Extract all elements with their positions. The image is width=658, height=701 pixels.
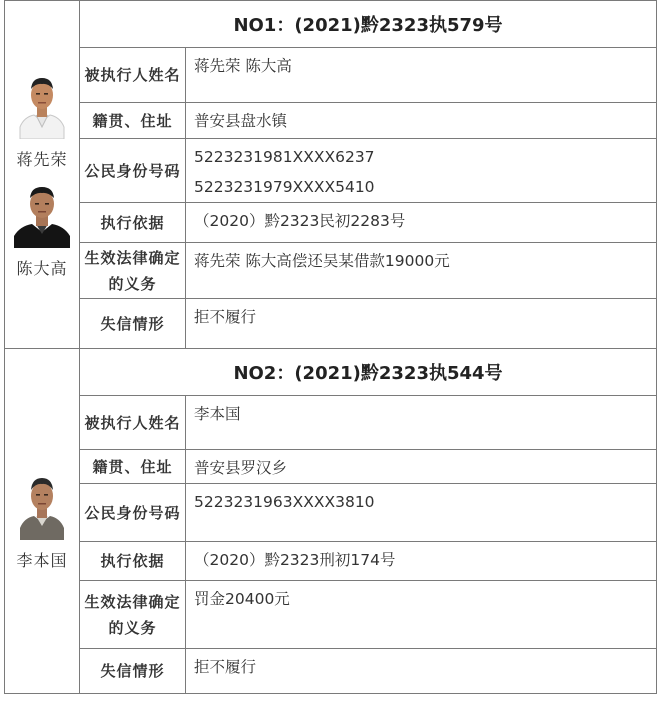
portrait-photo-2 (12, 176, 72, 248)
person-name-3: 李本国 (16, 550, 68, 570)
value-obligation: 蒋先荣 陈大高偿还吴某借款19000元 (186, 243, 657, 299)
label-basis: 执行依据 (80, 203, 186, 243)
label-id: 公民身份号码 (80, 139, 186, 203)
value-basis: （2020）黔2323刑初174号 (186, 542, 657, 581)
portrait-photo-1 (18, 65, 66, 139)
value-name: 蒋先荣 陈大高 (186, 48, 657, 103)
record-title-1: NO1：(2021)黔2323执579号 (80, 1, 657, 48)
label-situation: 失信情形 (80, 299, 186, 349)
record-table (4, 0, 657, 694)
person-name-1: 蒋先荣 (16, 149, 68, 169)
value-name: 李本国 (186, 396, 657, 450)
label-name: 被执行人姓名 (80, 396, 186, 450)
label-name: 被执行人姓名 (80, 48, 186, 103)
person-name-2: 陈大高 (16, 258, 68, 278)
value-obligation: 罚金20400元 (186, 581, 657, 649)
label-address: 籍贯、住址 (80, 103, 186, 139)
id-number: 5223231981XXXX6237 (194, 148, 375, 166)
record-title-2: NO2：(2021)黔2323执544号 (80, 349, 657, 396)
photo-column-1 (5, 1, 80, 349)
value-address: 普安县盘水镇 (186, 103, 657, 139)
value-id (186, 484, 657, 542)
label-situation: 失信情形 (80, 649, 186, 694)
value-situation: 拒不履行 (186, 649, 657, 694)
label-address: 籍贯、住址 (80, 450, 186, 484)
label-obligation: 生效法律确定的义务 (80, 581, 186, 649)
value-situation: 拒不履行 (186, 299, 657, 349)
photo-column-2 (5, 349, 80, 694)
value-basis: （2020）黔2323民初2283号 (186, 203, 657, 243)
id-number: 5223231979XXXX5410 (194, 178, 375, 196)
label-obligation: 生效法律确定的义务 (80, 243, 186, 299)
portrait-photo-3 (18, 466, 66, 540)
label-id: 公民身份号码 (80, 484, 186, 542)
person-1 (5, 65, 79, 285)
value-address: 普安县罗汉乡 (186, 450, 657, 484)
id-number: 5223231963XXXX3810 (194, 493, 375, 511)
value-id (186, 139, 657, 203)
person-3 (5, 466, 79, 577)
label-basis: 执行依据 (80, 542, 186, 581)
